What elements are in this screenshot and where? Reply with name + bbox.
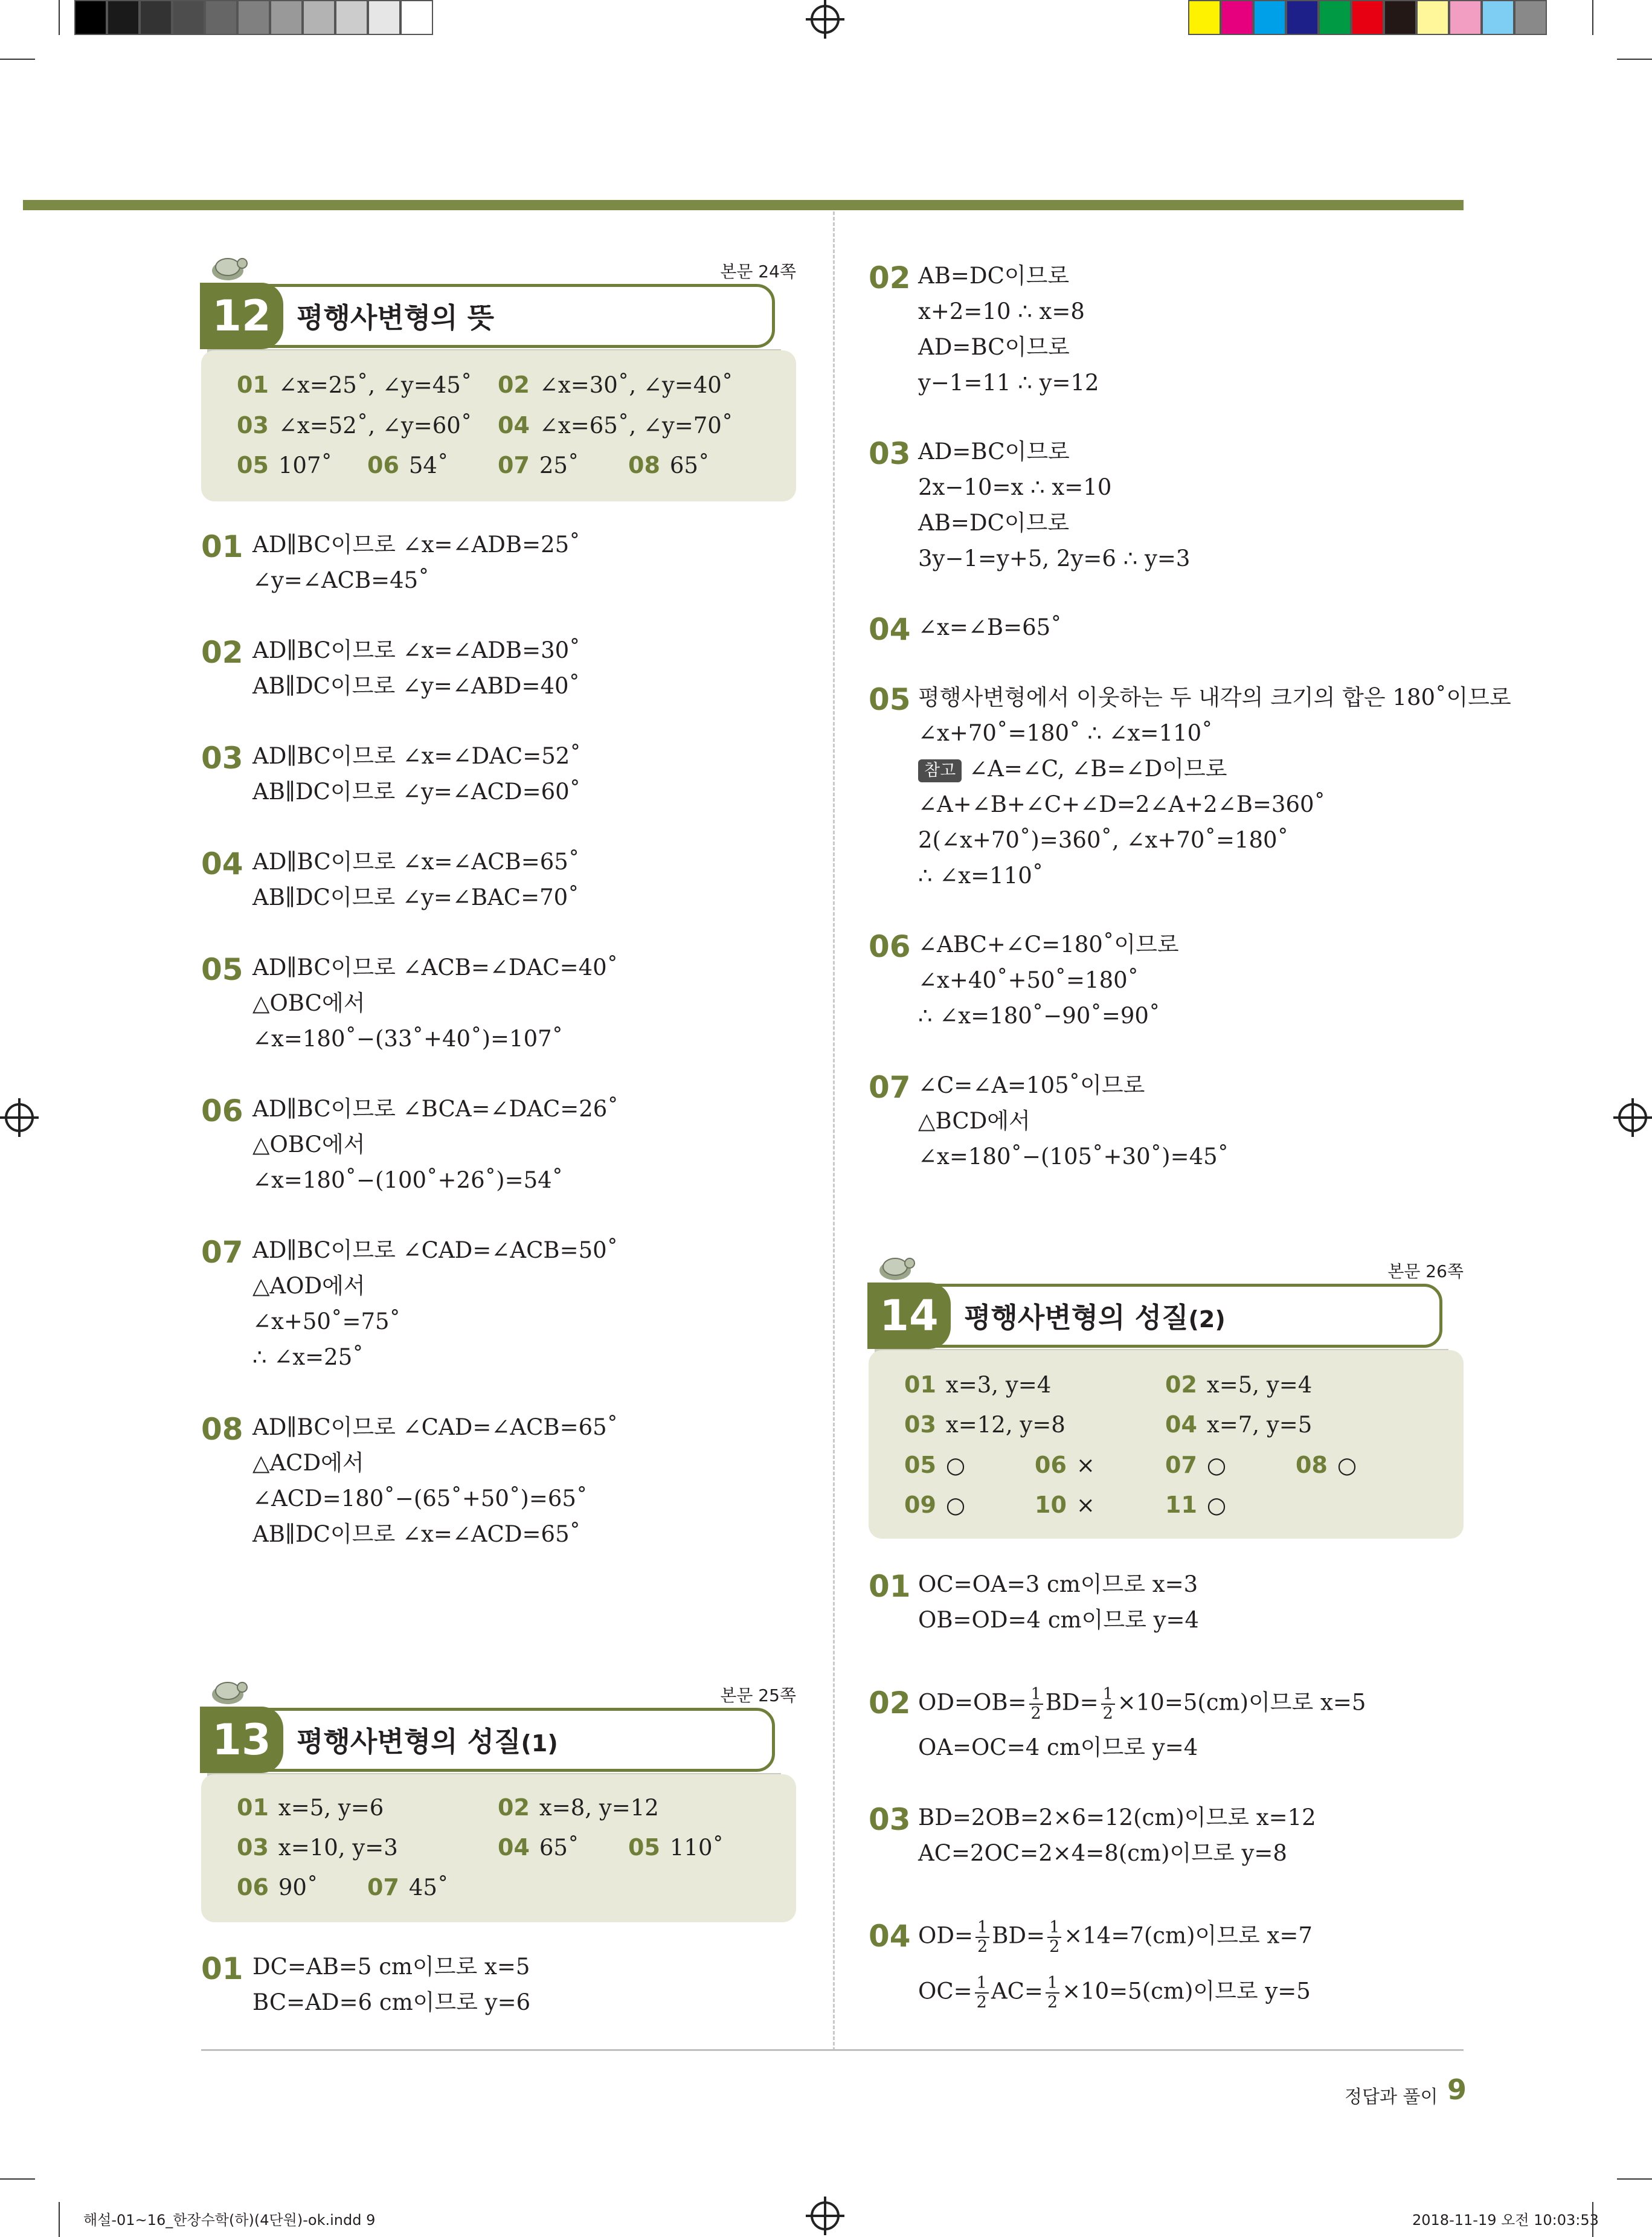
section-number: 13 [200, 1707, 283, 1773]
solution-line: △AOD에서 [252, 1273, 365, 1299]
crop-mark [1617, 2178, 1652, 2180]
solution-number: 04 [201, 846, 243, 881]
swatch [303, 0, 335, 35]
crop-mark [1617, 59, 1652, 60]
fraction-den: 2 [1030, 1704, 1041, 1723]
answer: 06 54˚ [367, 452, 449, 478]
crop-mark [0, 2178, 35, 2180]
page-label: 정답과 풀이 [1345, 2087, 1438, 2108]
solution-line: ∠x+40˚+50˚=180˚ [918, 967, 1139, 993]
answer: 02 x=5, y=4 [1165, 1371, 1313, 1398]
answer: 09 ○ [904, 1492, 966, 1518]
answer: 08 65˚ [628, 452, 710, 478]
section-12-header [201, 259, 796, 355]
fraction [975, 1974, 989, 2012]
section-14-header [869, 1258, 1464, 1355]
solution-line [918, 1685, 1366, 1723]
swatch [1253, 0, 1286, 35]
crop-mark [59, 0, 60, 35]
solution-line: AD∥BC이므로 ∠x=∠ADB=30˚ [252, 637, 580, 663]
registration-mark-top [811, 5, 840, 34]
solution-number: 03 [869, 1802, 911, 1837]
answer: 02 x=8, y=12 [498, 1794, 659, 1821]
answer: 05 110˚ [628, 1834, 724, 1861]
solution-number: 01 [869, 1569, 911, 1604]
answer: 04 ∠x=65˚, ∠y=70˚ [498, 412, 733, 439]
page-reference: 본문 24쪽 [720, 262, 796, 282]
solution-number: 03 [201, 741, 243, 776]
solution-number: 08 [201, 1412, 243, 1447]
answer: 05 107˚ [237, 452, 333, 478]
swatch [1351, 0, 1384, 35]
expr: BD= [992, 1922, 1046, 1949]
solution-line: OA=OC=4 cm이므로 y=4 [918, 1734, 1198, 1760]
note-text: ∠A=∠C, ∠B=∠D이므로 [969, 756, 1227, 782]
solution-line: 평행사변형에서 이웃하는 두 내각의 크기의 합은 180˚이므로 [918, 684, 1511, 710]
solution-number: 01 [201, 529, 243, 564]
fraction-num: 1 [975, 1919, 989, 1938]
print-date: 2018-11-19 오전 10:03:53 [1412, 2212, 1599, 2229]
solution-line: ∠C=∠A=105˚이므로 [918, 1072, 1145, 1098]
solution-line: AD∥BC이므로 ∠ACB=∠DAC=40˚ [252, 954, 619, 980]
solution-line: ∴ ∠x=110˚ [918, 863, 1044, 889]
fraction-den: 2 [1047, 1993, 1058, 2012]
registration-mark-bottom [811, 2201, 840, 2230]
top-accent-bar [23, 200, 1464, 210]
section-number: 14 [867, 1283, 951, 1349]
section-number: 12 [200, 283, 283, 349]
solution-line: 2x−10=x ∴ x=10 [918, 474, 1112, 500]
turtle-icon [207, 249, 249, 284]
solution-line: ∠A+∠B+∠C+∠D=2∠A+2∠B=360˚ [918, 791, 1326, 817]
solution-line [918, 1974, 1311, 2012]
answer: 10 × [1035, 1492, 1095, 1518]
solution-line: BD=2OB=2×6=12(cm)이므로 x=12 [918, 1804, 1316, 1830]
fraction-num: 1 [1101, 1685, 1115, 1705]
solution-number: 05 [869, 682, 911, 717]
solution-number: 02 [869, 260, 911, 295]
expr: AC= [991, 1978, 1043, 2004]
solution-line [918, 1919, 1313, 1956]
page-reference: 본문 25쪽 [720, 1685, 796, 1705]
turtle-icon [207, 1673, 249, 1708]
crop-mark [59, 2202, 60, 2237]
expr: BD= [1045, 1689, 1099, 1716]
solution-line: ∴ ∠x=180˚−90˚=90˚ [918, 1003, 1160, 1029]
swatch [1482, 0, 1514, 35]
section-13-header [201, 1682, 796, 1779]
answer: 01 x=5, y=6 [237, 1794, 384, 1821]
fraction-num: 1 [1046, 1974, 1059, 1994]
swatch [140, 0, 172, 35]
solution-line: y−1=11 ∴ y=12 [918, 370, 1099, 396]
section-title: 평행사변형의 성질(2) [964, 1301, 1226, 1334]
solution-line: ∠x=180˚−(100˚+26˚)=54˚ [252, 1167, 564, 1193]
solution-number: 06 [201, 1093, 243, 1128]
solution-number: 07 [201, 1235, 243, 1270]
solution-line: 2(∠x+70˚)=360˚, ∠x+70˚=180˚ [918, 827, 1289, 853]
turtle-icon [875, 1249, 917, 1284]
solution-line: AD∥BC이므로 ∠BCA=∠DAC=26˚ [252, 1096, 619, 1122]
solution-line: ∠x+50˚=75˚ [252, 1308, 401, 1334]
registration-mark-left [5, 1103, 34, 1132]
solution-line: OC=OA=3 cm이므로 x=3 [918, 1571, 1198, 1597]
swatch [1416, 0, 1449, 35]
answer: 03 x=10, y=3 [237, 1834, 398, 1861]
section-title: 평행사변형의 뜻 [297, 301, 495, 334]
solution-number: 01 [201, 1951, 243, 1986]
section-title: 평행사변형의 성질(1) [297, 1725, 558, 1758]
crop-mark [0, 59, 35, 60]
answer: 07 45˚ [367, 1874, 449, 1901]
swatch [368, 0, 400, 35]
solution-line: AB∥DC이므로 ∠y=∠BAC=70˚ [252, 884, 579, 910]
solution-line: 3y−1=y+5, 2y=6 ∴ y=3 [918, 546, 1191, 571]
fraction-den: 2 [1049, 1937, 1060, 1956]
solution-number: 03 [869, 436, 911, 471]
swatch [237, 0, 270, 35]
answer: 04 x=7, y=5 [1165, 1411, 1313, 1438]
fraction-num: 1 [975, 1974, 989, 1994]
fraction [1046, 1974, 1059, 2012]
answer: 06 × [1035, 1452, 1095, 1478]
swatch [270, 0, 303, 35]
answer: 07 25˚ [498, 452, 579, 478]
swatch [1384, 0, 1416, 35]
fraction-den: 2 [1102, 1704, 1113, 1723]
note-badge: 참고 [918, 759, 962, 782]
solution-line: AD∥BC이므로 ∠CAD=∠ACB=65˚ [252, 1414, 619, 1440]
solution-line: AB∥DC이므로 ∠x=∠ACD=65˚ [252, 1521, 581, 1547]
answer: 01 x=3, y=4 [904, 1371, 1052, 1398]
solution-line: AD∥BC이므로 ∠x=∠ACB=65˚ [252, 849, 580, 875]
page-number: 9 [1447, 2073, 1467, 2106]
solution-line: AD∥BC이므로 ∠x=∠DAC=52˚ [252, 743, 581, 769]
solution-line: AB=DC이므로 [918, 263, 1070, 289]
swatch [1286, 0, 1319, 35]
solution-number: 04 [869, 1919, 911, 1954]
answer: 04 65˚ [498, 1834, 579, 1861]
solution-line: ∠ABC+∠C=180˚이므로 [918, 932, 1179, 958]
swatch [172, 0, 205, 35]
expr: ×14=7(cm)이므로 x=7 [1064, 1922, 1313, 1949]
answer: 07 ○ [1165, 1452, 1227, 1478]
solution-line: DC=AB=5 cm이므로 x=5 [252, 1954, 530, 1980]
expr: OD=OB= [918, 1689, 1027, 1716]
solution-line: ∴ ∠x=25˚ [252, 1344, 364, 1370]
fraction [1047, 1919, 1061, 1956]
answer: 01 ∠x=25˚, ∠y=45˚ [237, 372, 472, 398]
answer: 08 ○ [1296, 1452, 1357, 1478]
solution-line: AD∥BC이므로 ∠x=∠ADB=25˚ [252, 532, 580, 558]
fraction [1101, 1685, 1115, 1723]
solution-number: 02 [869, 1685, 911, 1720]
solution-line: ∠x=180˚−(105˚+30˚)=45˚ [918, 1144, 1229, 1170]
solution-line: AD=BC이므로 [918, 334, 1070, 360]
solution-line: OB=OD=4 cm이므로 y=4 [918, 1607, 1200, 1633]
expr: OC= [918, 1978, 972, 2004]
bottom-rule [201, 2049, 1464, 2051]
solution-line: x+2=10 ∴ x=8 [918, 298, 1085, 324]
solution-line: ∠x=180˚−(33˚+40˚)=107˚ [252, 1026, 564, 1052]
swatch [1319, 0, 1351, 35]
registration-mark-right [1618, 1103, 1647, 1132]
expr: ×10=5(cm)이므로 y=5 [1062, 1978, 1311, 2004]
solution-line: AD=BC이므로 [918, 439, 1070, 465]
solution-number: 07 [869, 1070, 911, 1105]
fraction-num: 1 [1047, 1919, 1061, 1938]
solution-number: 02 [201, 635, 243, 670]
answer: 05 ○ [904, 1452, 966, 1478]
solution-line: ∠x+70˚=180˚ ∴ ∠x=110˚ [918, 720, 1213, 746]
solution-number: 06 [869, 929, 911, 964]
page-reference: 본문 26쪽 [1387, 1261, 1464, 1281]
column-divider [833, 211, 835, 2051]
answer: 11 ○ [1165, 1492, 1227, 1518]
answer: 06 90˚ [237, 1874, 318, 1901]
answer: 03 ∠x=52˚, ∠y=60˚ [237, 412, 472, 439]
solution-line: △BCD에서 [918, 1108, 1030, 1134]
answer: 02 ∠x=30˚, ∠y=40˚ [498, 372, 733, 398]
solution-line: AD∥BC이므로 ∠CAD=∠ACB=50˚ [252, 1237, 619, 1263]
expr: ×10=5(cm)이므로 x=5 [1117, 1689, 1366, 1716]
swatch [205, 0, 237, 35]
swatch [74, 0, 107, 35]
solution-line: △OBC에서 [252, 990, 365, 1016]
swatch [400, 0, 433, 35]
solution-line: AB=DC이므로 [918, 510, 1070, 536]
solution-number: 04 [869, 612, 911, 647]
solution-line [918, 756, 1227, 782]
fraction [975, 1919, 989, 1956]
swatch [107, 0, 140, 35]
swatch [1514, 0, 1547, 35]
file-slug: 해설-01~16_한장수학(하)(4단원)-ok.indd 9 [83, 2212, 376, 2229]
swatch [335, 0, 368, 35]
solution-line: AB∥DC이므로 ∠y=∠ABD=40˚ [252, 673, 580, 699]
fraction [1029, 1685, 1043, 1723]
swatch [1449, 0, 1482, 35]
solution-number: 05 [201, 952, 243, 987]
expr: OD= [918, 1922, 974, 1949]
solution-line: ∠ACD=180˚−(65˚+50˚)=65˚ [252, 1485, 588, 1511]
fraction-den: 2 [976, 1993, 987, 2012]
swatch [1188, 0, 1221, 35]
solution-line: ∠y=∠ACB=45˚ [252, 567, 429, 593]
solution-line: AB∥DC이므로 ∠y=∠ACD=60˚ [252, 779, 581, 805]
solution-line: △ACD에서 [252, 1450, 364, 1476]
solution-line: AC=2OC=2×4=8(cm)이므로 y=8 [918, 1840, 1287, 1866]
solution-line: ∠x=∠B=65˚ [918, 614, 1062, 640]
fraction-den: 2 [977, 1937, 988, 1956]
swatch [1221, 0, 1253, 35]
solution-line: △OBC에서 [252, 1131, 365, 1157]
crop-mark [1592, 0, 1593, 35]
fraction-num: 1 [1029, 1685, 1043, 1705]
answer: 03 x=12, y=8 [904, 1411, 1065, 1438]
solution-line: BC=AD=6 cm이므로 y=6 [252, 1989, 531, 2015]
